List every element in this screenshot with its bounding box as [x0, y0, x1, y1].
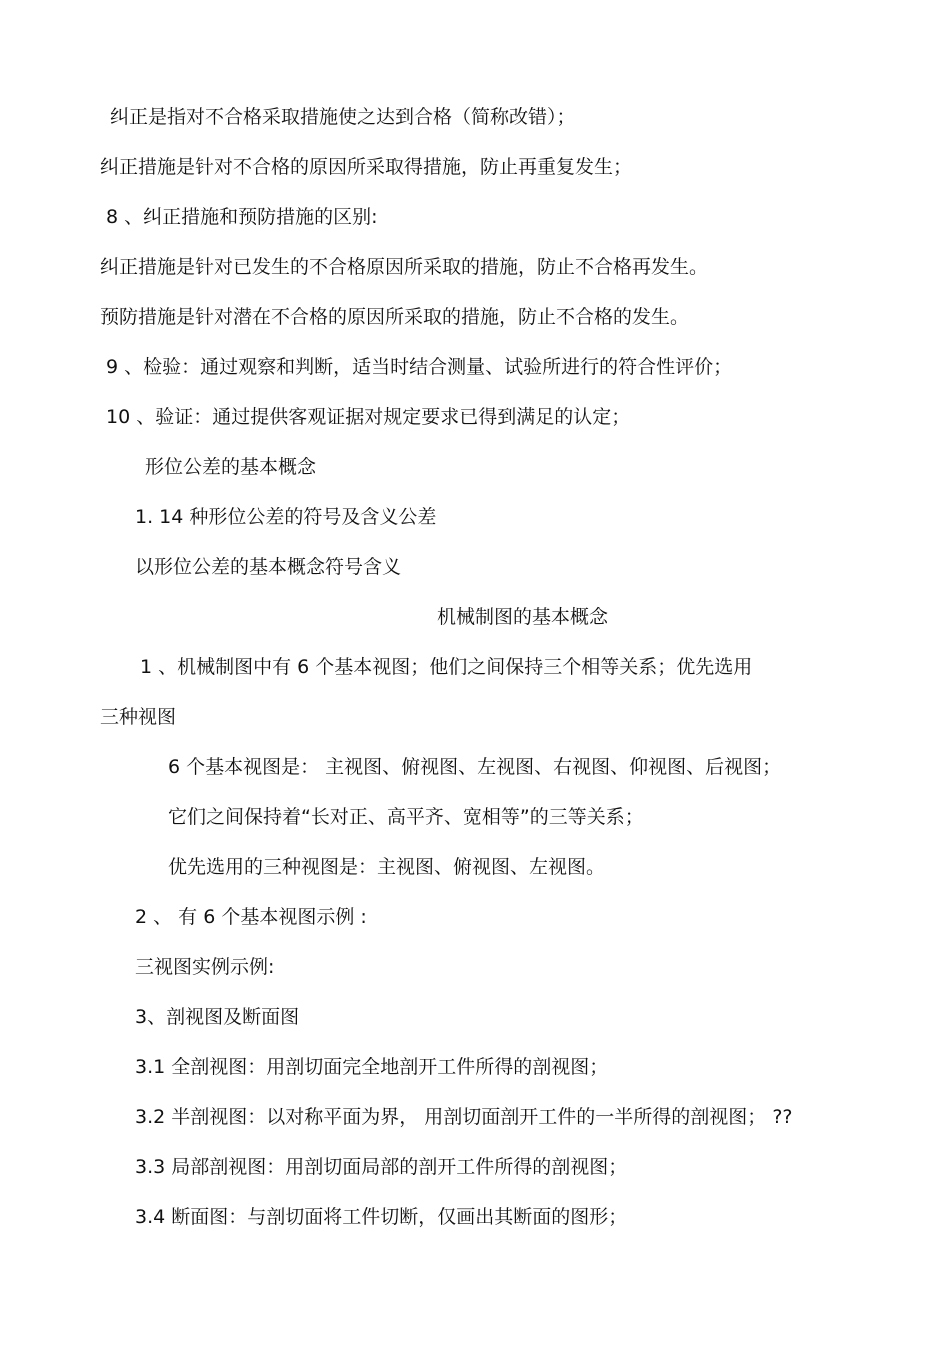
- text-line: 它们之间保持着“长对正、高平齐、宽相等”的三等关系；: [168, 806, 644, 828]
- text-line: 3.4 断面图：与剖切面将工件切断，仅画出其断面的图形；: [135, 1206, 628, 1228]
- text-line: 纠正是指对不合格采取措施使之达到合格（简称改错）；: [110, 106, 576, 128]
- text-line: 9 、检验：通过观察和判断，适当时结合测量、试验所进行的符合性评价；: [106, 356, 733, 378]
- text-line: 10 、验证：通过提供客观证据对规定要求已得到满足的认定；: [106, 406, 631, 428]
- text-line: 3.1 全剖视图：用剖切面完全地剖开工件所得的剖视图；: [135, 1056, 609, 1078]
- text-line: 6 个基本视图是： 主视图、俯视图、左视图、右视图、仰视图、后视图；: [168, 756, 782, 778]
- text-line: 三视图实例示例:: [135, 956, 275, 978]
- text-line: 优先选用的三种视图是：主视图、俯视图、左视图。: [168, 856, 606, 878]
- text-line: 1. 14 种形位公差的符号及含义公差: [135, 506, 437, 528]
- section-heading: 机械制图的基本概念: [437, 606, 609, 628]
- text-line: 以形位公差的基本概念符号含义: [135, 556, 402, 578]
- text-line: 2 、 有 6 个基本视图示例 :: [135, 906, 367, 928]
- text-line: 8 、纠正措施和预防措施的区别:: [106, 206, 378, 228]
- text-line: 1 、机械制图中有 6 个基本视图；他们之间保持三个相等关系；优先选用: [140, 656, 753, 678]
- text-line: 3.3 局部剖视图：用剖切面局部的剖开工件所得的剖视图；: [135, 1156, 628, 1178]
- section-heading: 形位公差的基本概念: [145, 456, 317, 478]
- text-line: 三种视图: [100, 706, 177, 728]
- text-line: 纠正措施是针对已发生的不合格原因所采取的措施，防止不合格再发生。: [100, 256, 709, 278]
- text-line: 纠正措施是针对不合格的原因所采取得措施，防止再重复发生；: [100, 156, 633, 178]
- text-line: 3.2 半剖视图：以对称平面为界， 用剖切面剖开工件的一半所得的剖视图； ??: [135, 1106, 793, 1128]
- text-line: 3、剖视图及断面图: [135, 1006, 300, 1028]
- text-line: 预防措施是针对潜在不合格的原因所采取的措施，防止不合格的发生。: [100, 306, 690, 328]
